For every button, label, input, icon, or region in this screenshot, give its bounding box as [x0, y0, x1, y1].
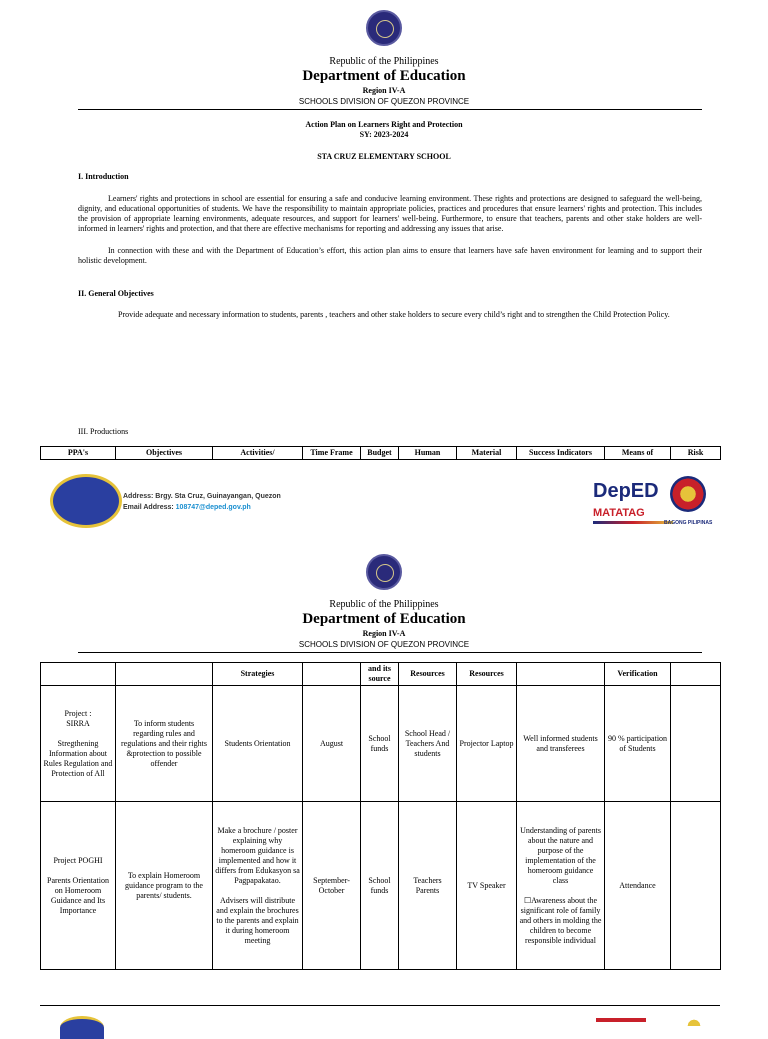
cell-success-indicator: Understanding of parents about the nature and purpose of the implementation of the homeroom guidance class ☐Awareness about the significant role of family and others in molding the children to become responsible individual — [517, 802, 605, 970]
division-text-page2: SCHOOLS DIVISION OF QUEZON PROVINCE — [298, 640, 470, 649]
header-resources-material: Resources — [457, 663, 517, 686]
header-blank-5 — [671, 663, 721, 686]
table-row — [41, 802, 721, 970]
header-blank-4 — [517, 663, 605, 686]
cell-risk — [671, 802, 721, 970]
department-title: Department of Education — [302, 68, 466, 84]
cell-ppa: Project : SIRRA Stregthening Information about Rules Regulation and Protection of All — [41, 686, 116, 802]
deped-logo-text: DepED — [593, 480, 659, 502]
cell-human-resources: Teachers Parents — [399, 802, 457, 970]
footer-email-label: Email Address: — [123, 504, 174, 511]
deped-logo-partial-icon — [596, 1018, 646, 1022]
department-title-page2: Department of Education — [302, 611, 466, 627]
bagong-pilipinas-logo-icon — [670, 476, 706, 512]
header-budget: Budget — [361, 447, 399, 460]
objectives-paragraph: Provide adequate and necessary information to students, parents , teachers and other stake holders to secure every child’s right and to strengthen the Child Protection Policy. — [118, 310, 670, 319]
header-material: Material — [457, 447, 517, 460]
section-productions-title: III. Productions — [78, 427, 129, 436]
cell-time-frame: August — [303, 686, 361, 802]
section-objectives-title: II. General Objectives — [78, 289, 154, 298]
cell-objective: To explain Homeroom guidance program to the parents/ students. — [116, 802, 213, 970]
republic-text-page2: Republic of the Philippines — [329, 599, 439, 610]
footer-divider-page2 — [40, 1005, 720, 1006]
deped-seal-icon-page2 — [366, 554, 402, 590]
header-time-frame: Time Frame — [303, 447, 361, 460]
cell-success-indicator: Well informed students and transferees — [517, 686, 605, 802]
cell-strategy: Students Orientation — [213, 686, 303, 802]
matatag-logo-text: MATATAG — [593, 507, 645, 519]
header-blank-1 — [41, 663, 116, 686]
region-text: Region IV-A — [362, 86, 406, 95]
header-ppa: PPA's — [41, 447, 116, 460]
cell-objective: To inform students regarding rules and regulations and their rights &protection to possible offender — [116, 686, 213, 802]
plan-title: Action Plan on Learners Right and Protection — [305, 120, 463, 129]
matatag-color-bar — [593, 521, 673, 524]
school-logo-icon — [50, 474, 122, 528]
cell-material-resources: TV Speaker — [457, 802, 517, 970]
footer-address: Address: Brgy. Sta Cruz, Guinayangan, Quezon — [123, 493, 281, 500]
cell-ppa: Project POGHI Parents Orientation on Homeroom Guidance and Its Importance — [41, 802, 116, 970]
header-human: Human — [399, 447, 457, 460]
section-introduction-title: I. Introduction — [78, 172, 129, 181]
header-strategies: Strategies — [213, 663, 303, 686]
cell-material-resources: Projector Laptop — [457, 686, 517, 802]
header-resources-human: Resources — [399, 663, 457, 686]
table-row — [41, 686, 721, 802]
cell-verification: Attendance — [605, 802, 671, 970]
intro-paragraph-1: Learners' rights and protections in school are essential for ensuring a safe and conducive learning environment. These rights and protections are designed to safeguard the well-being, dignity, and educational opportunities of students. We have the responsibility to maintain appropriate policies, practices and procedures that ensure learners' rights and protection. This includes the provision of appropriate learning environments, adequate resources, and support for learners' well-being. Furthermore, to ensure that teachers, parents and other stake holders are well-informed in learners' rights and protection, and that there are effective mechanisms for reporting and addressing any issues that arise. — [78, 194, 702, 233]
deped-seal-icon — [366, 10, 402, 46]
school-logo-icon-page2 — [60, 1016, 104, 1039]
cell-risk — [671, 686, 721, 802]
productions-table — [40, 662, 721, 970]
header-means-of: Means of — [605, 447, 671, 460]
school-name: STA CRUZ ELEMENTARY SCHOOL — [317, 152, 451, 161]
cell-strategy: Make a brochure / poster explaining why homeroom guidance is implemented and how it differs from Edukasyon sa Pagpapakatao. Advisers will distribute and explain the brochures to the parents and explain it during homeroom meeting — [213, 802, 303, 970]
header-divider — [78, 109, 702, 110]
header-verification: Verification — [605, 663, 671, 686]
school-year: SY: 2023-2024 — [359, 130, 409, 139]
cell-time-frame: September-October — [303, 802, 361, 970]
footer-email-row — [123, 504, 251, 511]
footer-email-link[interactable]: 108747@deped.gov.ph — [175, 504, 251, 511]
productions-table-header — [40, 446, 721, 460]
division-text: SCHOOLS DIVISION OF QUEZON PROVINCE — [298, 97, 470, 106]
cell-budget: School funds — [361, 686, 399, 802]
header-blank-2 — [116, 663, 213, 686]
bagong-pilipinas-text: BAGONG PILIPINAS — [664, 520, 713, 526]
region-text-page2: Region IV-A — [362, 629, 406, 638]
header-and-its-source: and its source — [361, 663, 399, 686]
intro-paragraph-2: In connection with these and with the Department of Education’s effort, this action plan aims to ensure that learners have safe haven environment for learning and to support their holistic development. — [78, 246, 702, 265]
bagong-pilipinas-logo-partial-icon — [676, 1016, 712, 1026]
header-objectives: Objectives — [116, 447, 213, 460]
header-divider-page2 — [78, 652, 702, 653]
header-blank-3 — [303, 663, 361, 686]
cell-human-resources: School Head / Teachers And students — [399, 686, 457, 802]
header-risk: Risk — [671, 447, 721, 460]
cell-budget: School funds — [361, 802, 399, 970]
header-activities: Activities/ — [213, 447, 303, 460]
republic-text: Republic of the Philippines — [329, 56, 439, 67]
header-success-indicators: Success Indicators — [517, 447, 605, 460]
cell-verification: 90 % participation of Students — [605, 686, 671, 802]
